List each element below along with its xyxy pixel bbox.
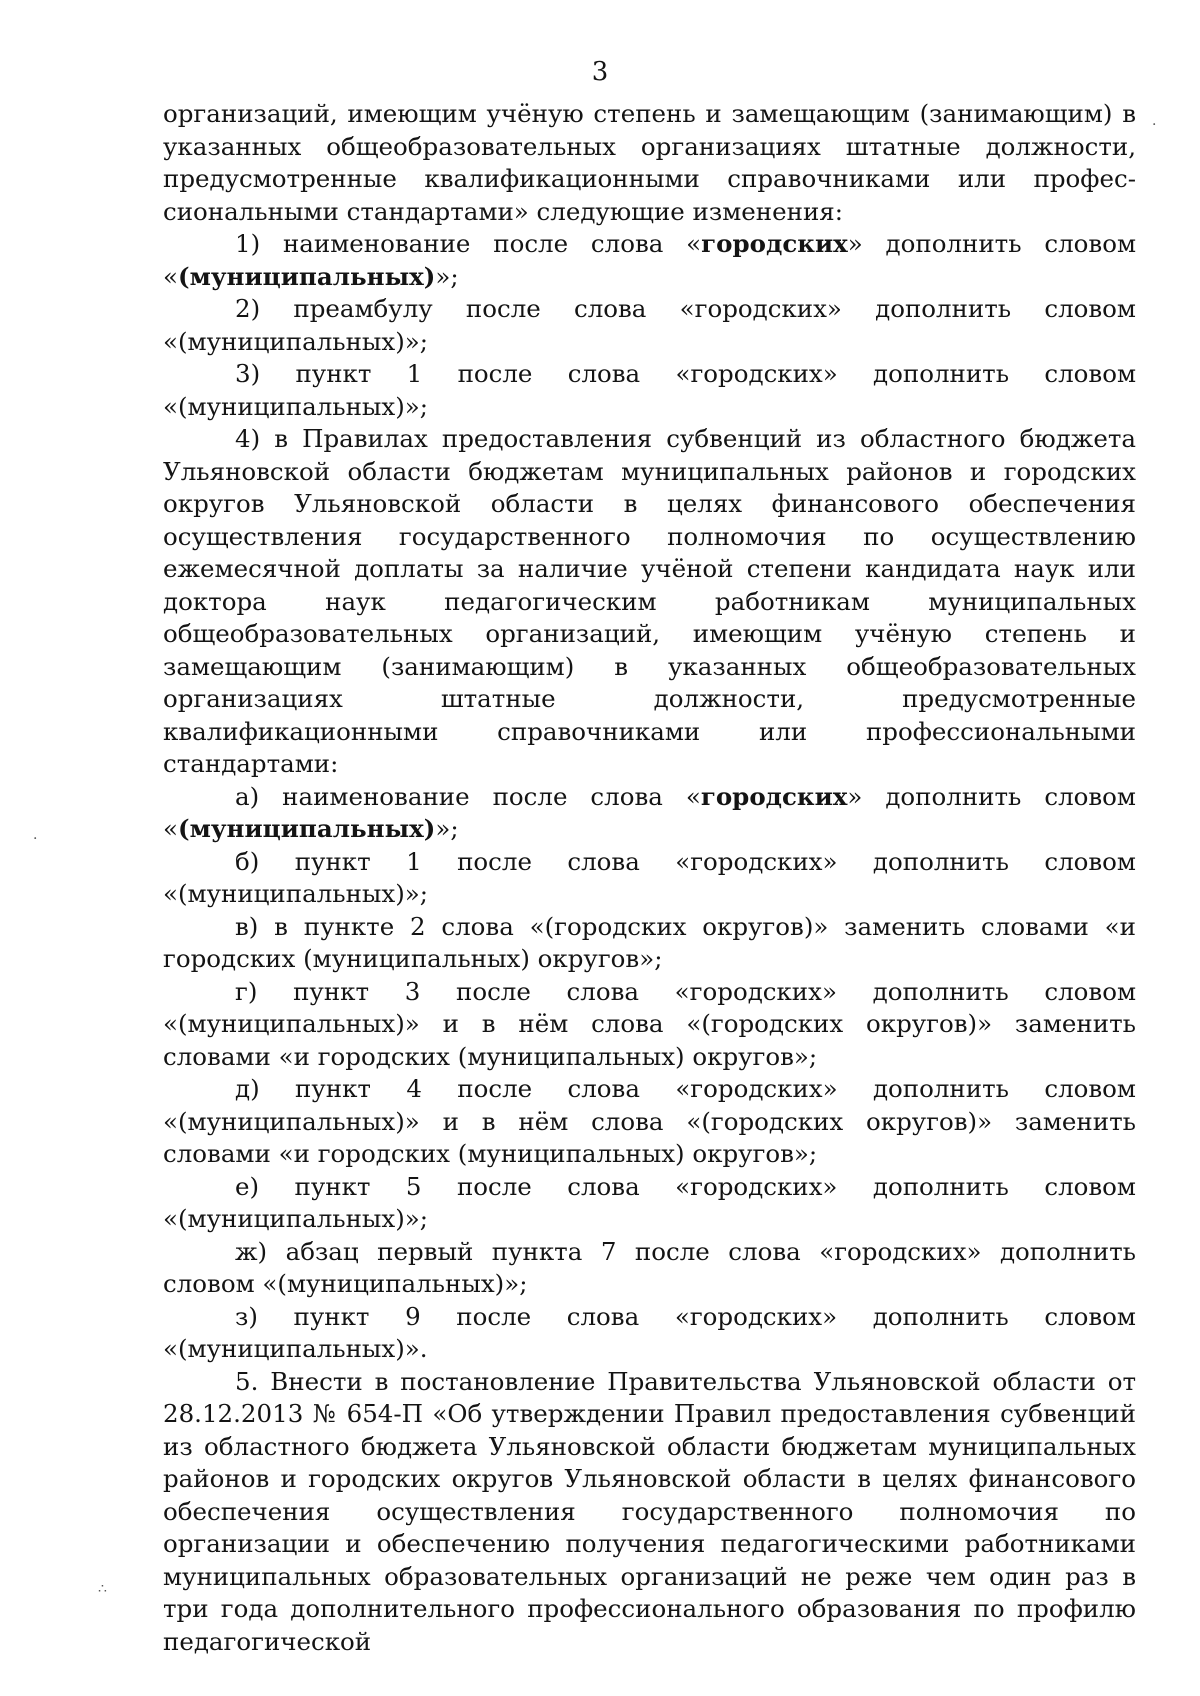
paragraph [163,98,1136,228]
text-segment: организаций, имеющим учёную степень и замещающим (занимающим) в указанных общеобразовательных организациях штатные должности, предусмотренные квалификационными справочниками или профессиональными стандартами» следующие изменения: [163,99,1136,226]
text-segment: » дополнить словом « [163,781,1136,843]
text-segment: 3) пункт 1 после слова «городских» дополнить словом «(муниципальных)»; [163,359,1136,421]
text-segment: г) пункт 3 после слова «городских» дополнить словом «(муниципальных)» и в нём слова «(городских округов)» заменить словами «и городских (муниципальных) округов»; [163,976,1136,1071]
paragraph [163,846,1136,911]
paragraph [163,1301,1136,1366]
text-segment: 2) преамбулу после слова «городских» дополнить словом «(муниципальных)»; [163,294,1136,356]
paragraph [163,358,1136,423]
text-segment: б) пункт 1 после слова «городских» дополнить словом «(муниципальных)»; [163,846,1136,908]
bold-text: (муниципальных) [178,814,436,843]
scan-speck: · [33,831,38,847]
paragraph [163,976,1136,1074]
document-body [163,98,1136,1658]
text-segment: ж) абзац первый пункта 7 после слова «городских» дополнить словом «(муниципальных)»; [163,1236,1136,1298]
paragraph [163,293,1136,358]
text-segment: а) наименование после слова « [235,781,701,811]
bold-text: городских [701,229,848,258]
text-segment: д) пункт 4 после слова «городских» дополнить словом «(муниципальных)» и в нём слова «(городских округов)» заменить словами «и городских (муниципальных) округов»; [163,1074,1136,1168]
text-segment: з) пункт 9 после слова «городских» дополнить словом «(муниципальных)». [163,1301,1136,1363]
paragraph [163,1236,1136,1301]
paragraph [163,1073,1136,1171]
text-segment: »; [435,261,459,291]
text-segment: »; [435,814,459,843]
bold-text: городских [700,781,848,811]
text-segment: 5. Внести в постановление Правительства Ульяновской области от 28.12.2013 № 654-П «Об утверждении Правил предоставления субвенций из областного бюджета Ульяновской области бюджетам муниципальных районов и городских округов Ульяновской области в целях финансового обеспечения осуществления государственного полномочия по организации и обеспечению получения педагогическими работниками муниципальных образовательных организаций не реже чем один раз в три года дополнительного профессионального образования по профилю педагогической [163,1366,1136,1656]
paragraph [163,228,1136,293]
paragraph [163,1366,1136,1659]
bold-text: (муниципальных) [178,261,436,291]
scan-speck: · [1152,117,1157,133]
text-segment: » дополнить словом « [163,229,1137,291]
text-segment: е) пункт 5 после слова «городских» дополнить словом «(муниципальных)»; [163,1171,1136,1233]
paragraph [163,911,1136,976]
paragraph [163,1171,1136,1236]
paragraph [163,423,1136,781]
paragraph [163,781,1136,846]
scan-speck: ∴ [98,1581,107,1597]
text-segment: 1) наименование после слова « [235,229,702,258]
text-segment: в) в пункте 2 слова «(городских округов)» заменить словами «и городских (муниципальных) округов»; [163,911,1136,973]
page-number: 3 [591,57,609,87]
text-segment: 4) в Правилах предоставления субвенций из областного бюджета Ульяновской области бюджетам муниципальных районов и городских округов Ульяновской области в целях финансового обеспечения осуществления государственного полномочия по осуществлению ежемесячной доплаты за наличие учёной степени кандидата наук или доктора наук педагогическим работникам муниципальных общеобразовательных организаций, имеющим учёную степень и замещающим (занимающим) в указанных общеобразовательных организациях штатные должности, предусмотренные квалификационными справочниками или профессиональными стандартами: [163,424,1136,778]
